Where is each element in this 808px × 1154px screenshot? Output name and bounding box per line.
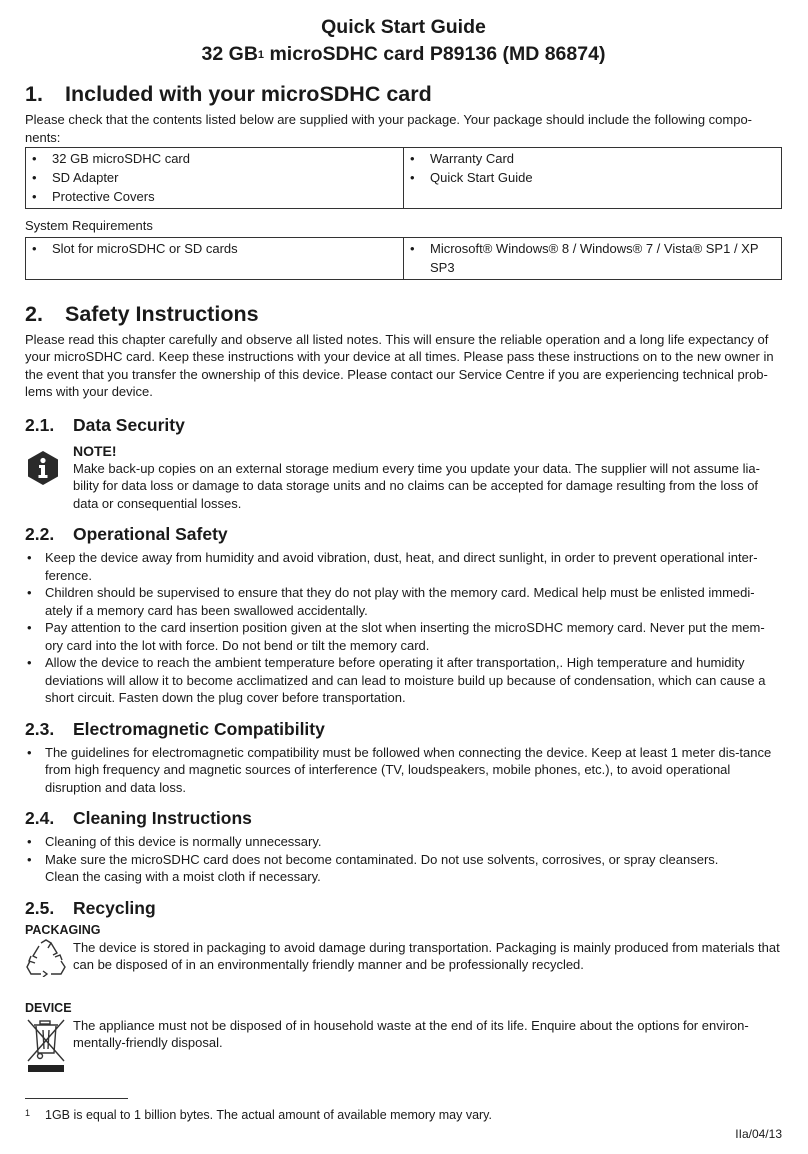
package-contents-table (25, 147, 782, 209)
packaging-block (25, 939, 782, 982)
list-item: • Quick Start Guide (408, 168, 775, 187)
title-line-2 (25, 41, 782, 68)
document-title (25, 14, 782, 68)
list-item: • Protective Covers (30, 187, 397, 206)
title-product: microSDHC card P89136 (MD 86874) (264, 43, 606, 65)
contents-left-cell (26, 148, 404, 209)
list-item: • 32 GB microSDHC card (30, 149, 397, 168)
operational-safety-list (25, 549, 782, 707)
footer (25, 1098, 782, 1141)
list-item: • Slot for microSDHC or SD cards (30, 239, 397, 258)
section-2-intro: Please read this chapter carefully and observe all listed notes. This will ensure the reliable operation and a long life expectancy of your microSDHC card. Keep these instructions with your device at all times. Please pass these instructions on to the new owner in the event that you transfer the ownership of this device. Please contact our Service Centre if you are experiencing technical prob-lems with your device. (25, 331, 774, 399)
section-1-heading: 1. Included with your microSDHC card (25, 82, 432, 106)
device-label: DEVICE (25, 1000, 72, 1015)
title-capacity: 32 GB (201, 43, 258, 65)
device-block (25, 1017, 782, 1078)
section-1-intro: Please check that the contents listed below are supplied with your package. Your package should include the following compo-nents: (25, 112, 753, 145)
contents-right-cell (404, 148, 782, 209)
cleaning-list (25, 833, 782, 886)
packaging-text: The device is stored in packaging to avoid damage during transportation. Packaging is mainly produced from materials that can be disposed of in an environmentally friendly manner and be professionally recycled. (73, 939, 780, 972)
document-page (25, 14, 782, 1078)
device-text: The appliance must not be disposed of in household waste at the end of its life. Enquire about the options for environ-mentally-friendly disposal. (73, 1017, 749, 1050)
list-item: • The guidelines for electromagnetic compatibility must be followed when connecting the device. Keep at least 1 meter dis-tance from high frequency and magnetic sources of interference (TV, loudspeakers, mobile phones, etc.), to avoid operational disruption and data loss. (25, 744, 782, 797)
list-item: • Microsoft® Windows® 8 / Windows® 7 / Vista® SP1 / XP SP3 (408, 239, 775, 277)
section-2-3-heading: 2.3. Electromagnetic Compatibility (25, 718, 325, 739)
footnote: 1 1GB is equal to 1 billion bytes. The actual amount of available memory may vary. (25, 1108, 492, 1122)
section-2-2-heading: 2.2. Operational Safety (25, 524, 228, 544)
info-icon (25, 442, 73, 513)
note-title: NOTE! (73, 442, 117, 459)
section-2-heading: 2. Safety Instructions (25, 301, 259, 326)
system-requirements-label: System Requirements (25, 218, 153, 233)
footnote-divider (25, 1098, 128, 1099)
list-item: • Cleaning of this device is normally unnecessary. (25, 833, 782, 851)
note-block (25, 442, 782, 513)
list-item: • Allow the device to reach the ambient temperature before operating it after transportation,. High temperature and humidity deviations will allow it to become acclimatized and can lead to moisture build up because of condensation, which can cause a short circuit. Fasten down the plug cover before transportation. (25, 654, 782, 707)
recycle-icon (25, 939, 73, 982)
title-line-1: Quick Start Guide (321, 16, 486, 38)
note-text: Make back-up copies on an external storage medium every time you update your data. The supplier will not assume lia-bility for data loss or damage to data storage units and no claims can be accepted for damage resulting from the loss of data or consequential losses. (73, 460, 760, 511)
page-code: IIa/04/13 (735, 1127, 782, 1141)
list-item: • Pay attention to the card insertion position given at the slot when inserting the microSDHC memory card. Never put the mem-ory card into the lot with force. Do not bend or tilt the memory card. (25, 619, 782, 654)
list-item: • Make sure the microSDHC card does not become contaminated. Do not use solvents, corrosives, or spray cleansers. Clean the casing with a moist cloth if necessary. (25, 851, 782, 886)
crossed-bin-icon (25, 1017, 73, 1078)
section-2-5-heading: 2.5. Recycling (25, 897, 156, 918)
title-footnote-marker: 1 (257, 49, 265, 61)
list-item: • Warranty Card (408, 149, 775, 168)
packaging-label: PACKAGING (25, 922, 101, 937)
emc-list (25, 744, 782, 797)
system-requirements-table (25, 237, 782, 280)
list-item: • SD Adapter (30, 168, 397, 187)
section-2-1-heading: 2.1. Data Security (25, 414, 185, 435)
list-item: • Keep the device away from humidity and avoid vibration, dust, heat, and direct sunlight, in order to prevent operational inter-ference. (25, 549, 782, 584)
section-2-4-heading: 2.4. Cleaning Instructions (25, 808, 252, 828)
list-item: • Children should be supervised to ensure that they do not play with the memory card. Medical help must be enlisted immedi-ately if a memory card has been swallowed accidentally. (25, 584, 782, 619)
